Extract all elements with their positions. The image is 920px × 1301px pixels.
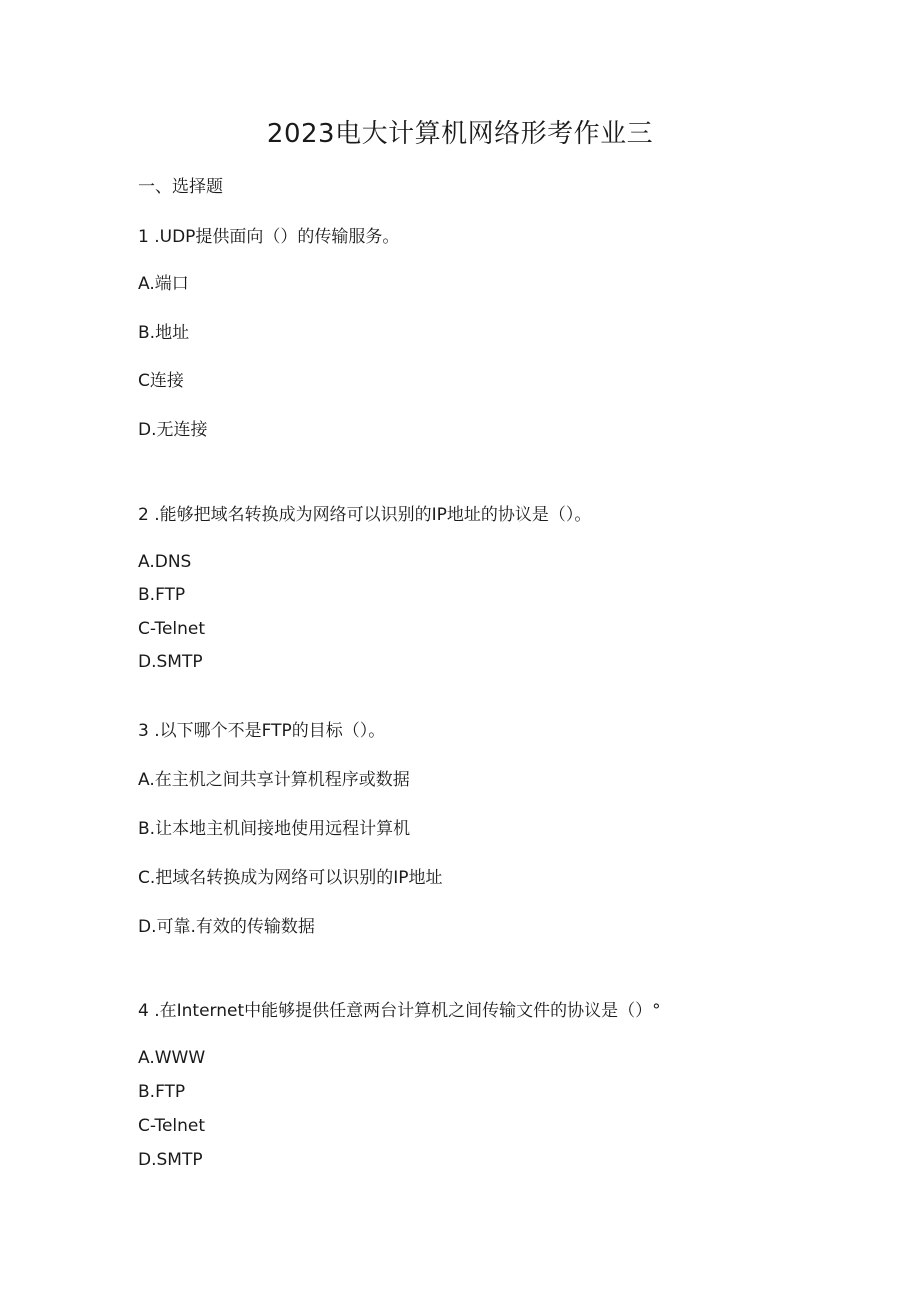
question-1-option-a: A.端口 — [138, 274, 189, 294]
question-2-stem: 2 .能够把域名转换成为网络可以识别的IP地址的协议是（）。 — [138, 505, 592, 525]
document-title: 2023电大计算机网络形考作业三 — [266, 119, 654, 149]
question-3-option-a: A.在主机之间共享计算机程序或数据 — [138, 770, 410, 790]
question-3-option-b: B.让本地主机间接地使用远程计算机 — [138, 819, 411, 839]
question-2-option-a: A.DNS — [138, 552, 192, 572]
question-4-option-d: D.SMTP — [138, 1150, 203, 1170]
question-3-stem: 3 .以下哪个不是FTP的目标（）。 — [138, 721, 386, 741]
question-2-option-d: D.SMTP — [138, 652, 203, 672]
question-3-option-d: D.可靠.有效的传输数据 — [138, 917, 315, 937]
question-3-option-c: C.把域名转换成为网络可以识别的IP地址 — [138, 868, 443, 888]
question-2-option-b: B.FTP — [138, 585, 186, 605]
question-1-option-d: D.无连接 — [138, 420, 208, 440]
question-4-option-b: B.FTP — [138, 1082, 186, 1102]
question-1-option-c: C连接 — [138, 371, 184, 391]
question-1-option-b: B.地址 — [138, 323, 190, 343]
question-4-option-a: A.WWW — [138, 1048, 206, 1068]
question-4-option-c: C-Telnet — [138, 1116, 206, 1136]
question-4-stem: 4 .在Internet中能够提供任意两台计算机之间传输文件的协议是（）° — [138, 1001, 661, 1021]
question-2-option-c: C-Telnet — [138, 619, 206, 639]
section-heading: 一、选择题 — [138, 177, 223, 197]
question-1-stem: 1 .UDP提供面向（）的传输服务。 — [138, 227, 400, 247]
